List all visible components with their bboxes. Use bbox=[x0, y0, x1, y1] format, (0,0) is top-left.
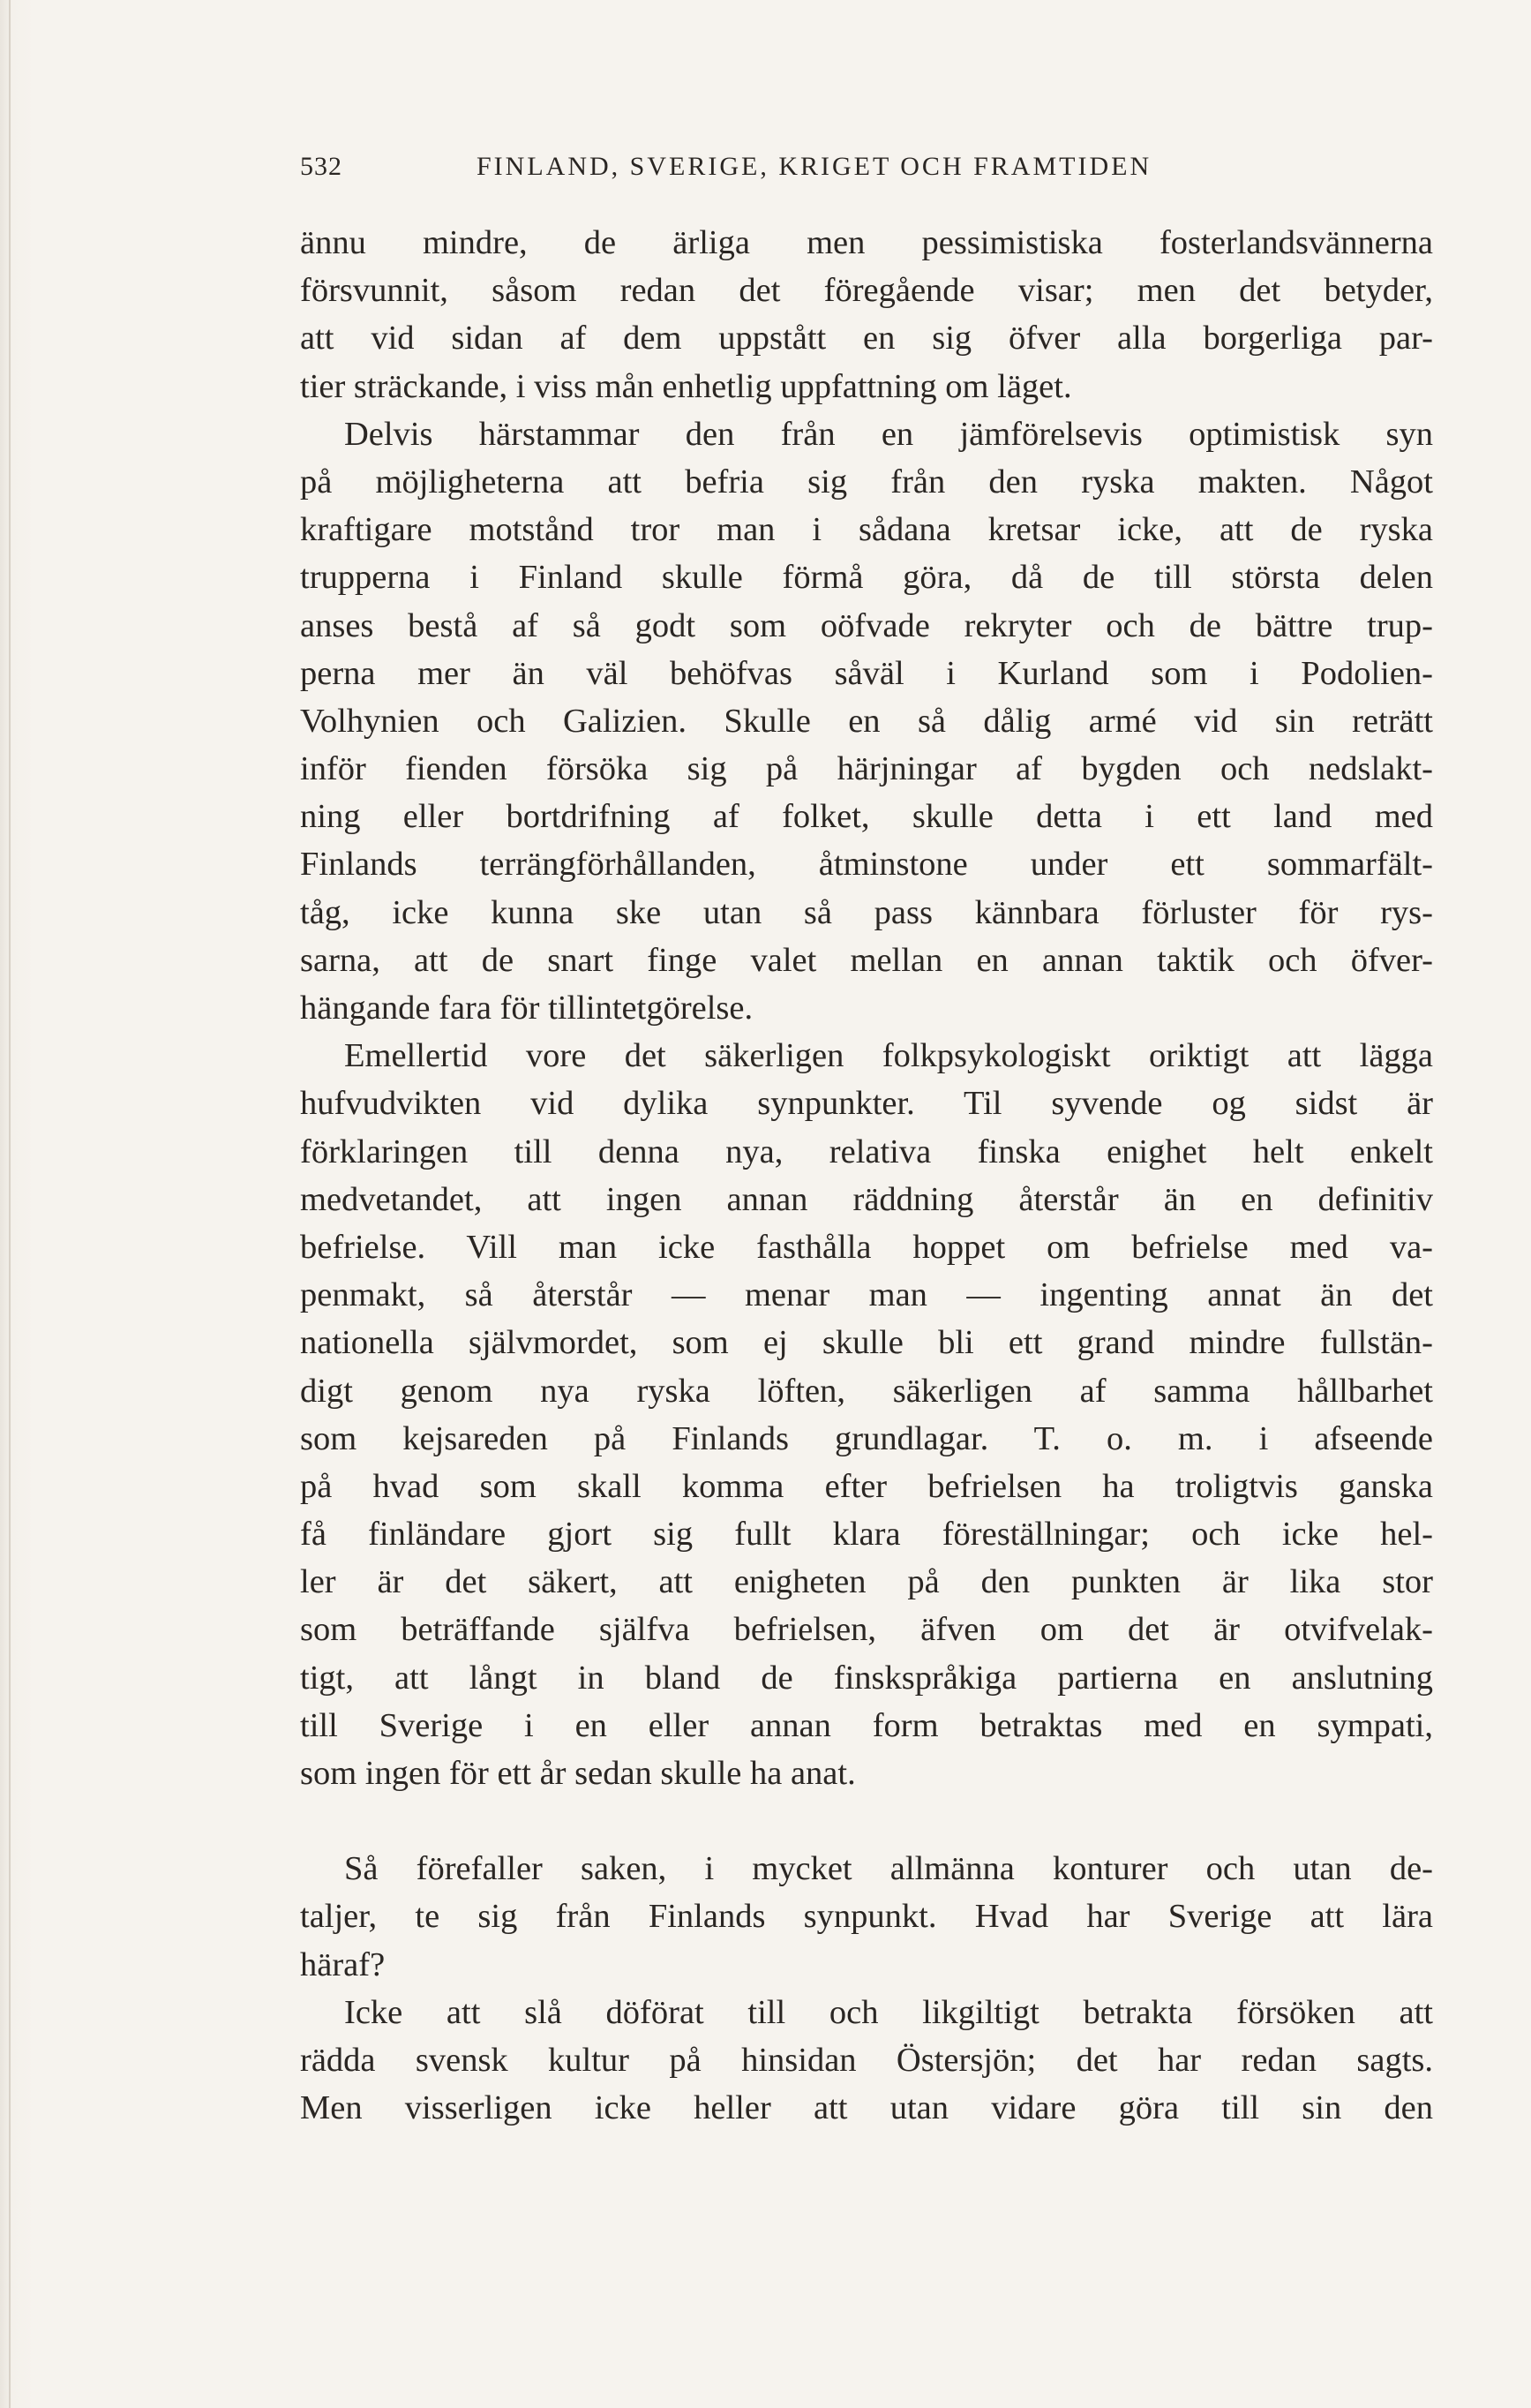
text-line: tier sträckande, i viss mån enhetlig uppfattning om läget. bbox=[300, 367, 1072, 405]
text-line: hufvudvikten vid dylika synpunkter. Til syvende og sidst är bbox=[300, 1085, 1433, 1123]
text-line: nationella självmordet, som ej skulle bli ett grand mindre fullstän- bbox=[300, 1324, 1433, 1362]
page-edge bbox=[9, 0, 11, 2408]
text-line: Emellertid vore det säkerligen folkpsykologiskt oriktigt att lägga bbox=[344, 1037, 1433, 1075]
text-line: ännu mindre, de ärliga men pessimistiska fosterlandsvännerna bbox=[300, 224, 1433, 261]
text-line: som kejsareden på Finlands grundlagar. T. o. m. i afseende bbox=[300, 1419, 1433, 1457]
text-line: förklaringen till denna nya, relativa finska enighet helt enkelt bbox=[300, 1133, 1433, 1170]
text-line: försvunnit, såsom redan det föregående visar; men det betyder, bbox=[300, 272, 1433, 310]
text-line: Icke att slå döförat till och likgiltigt betrakta försöken att bbox=[344, 1993, 1433, 2031]
text-line: ning eller bortdrifning af folket, skulle detta i ett land med bbox=[300, 798, 1433, 836]
text-line: perna mer än väl behöfvas såväl i Kurland som i Podolien- bbox=[300, 654, 1433, 692]
text-line: få finländare gjort sig fullt klara föreställningar; och icke hel- bbox=[300, 1516, 1433, 1554]
page-number: 532 bbox=[300, 152, 342, 181]
text-line: Delvis härstammar den från en jämförelsevis optimistisk syn bbox=[344, 415, 1433, 453]
text-line: Men visserligen icke heller att utan vidare göra till sin den bbox=[300, 2089, 1433, 2127]
body-text bbox=[300, 219, 1433, 2132]
text-line: trupperna i Finland skulle förmå göra, då de till största delen bbox=[300, 559, 1433, 597]
text-line: befrielse. Vill man icke fasthålla hoppet om befrielse med va- bbox=[300, 1228, 1433, 1266]
text-line: penmakt, så återstår — menar man — ingenting annat än det bbox=[300, 1276, 1433, 1314]
section-gap bbox=[300, 1797, 1433, 1845]
running-title: FINLAND, SVERIGE, KRIGET OCH FRAMTIDEN bbox=[477, 152, 1152, 181]
text-line: anses bestå af så godt som oöfvade rekryter och de bättre trup- bbox=[300, 606, 1433, 644]
text-line: hängande fara för tillintetgörelse. bbox=[300, 990, 754, 1027]
text-line: medvetandet, att ingen annan räddning återstår än en definitiv bbox=[300, 1180, 1433, 1218]
text-line: som ingen för ett år sedan skulle ha anat. bbox=[300, 1755, 856, 1792]
text-line: inför fienden försöka sig på härjningar af bygden och nedslakt- bbox=[300, 750, 1433, 788]
text-line: tåg, icke kunna ske utan så pass kännbara förluster för rys- bbox=[300, 893, 1433, 931]
text-line: tigt, att långt in bland de finskspråkiga partierna en anslutning bbox=[300, 1659, 1433, 1697]
text-line: kraftigare motstånd tror man i sådana kretsar icke, att de ryska bbox=[300, 511, 1433, 549]
text-line: häraf? bbox=[300, 1945, 386, 1983]
text-line: som beträffande själfva befrielsen, äfven om det är otvifvelak- bbox=[300, 1611, 1433, 1649]
text-line: digt genom nya ryska löften, säkerligen af samma hållbarhet bbox=[300, 1372, 1433, 1410]
text-line: taljer, te sig från Finlands synpunkt. Hvad har Sverige att lära bbox=[300, 1898, 1433, 1936]
text-line: ler är det säkert, att enigheten på den punkten är lika stor bbox=[300, 1563, 1433, 1601]
text-line: rädda svensk kultur på hinsidan Östersjön; det har redan sagts. bbox=[300, 2041, 1433, 2079]
text-line: på möjligheterna att befria sig från den ryska makten. Något bbox=[300, 463, 1433, 500]
text-line: Volhynien och Galizien. Skulle en så dålig armé vid sin reträtt bbox=[300, 702, 1433, 740]
text-line: till Sverige i en eller annan form betraktas med en sympati, bbox=[300, 1706, 1433, 1744]
text-line: på hvad som skall komma efter befrielsen ha troligtvis ganska bbox=[300, 1467, 1433, 1505]
text-line: Så förefaller saken, i mycket allmänna konturer och utan de- bbox=[344, 1850, 1433, 1888]
page-header bbox=[300, 152, 1430, 191]
text-line: att vid sidan af dem uppstått en sig öfver alla borgerliga par- bbox=[300, 320, 1433, 357]
text-line: sarna, att de snart finge valet mellan en annan taktik och öfver- bbox=[300, 941, 1433, 979]
text-line: Finlands terrängförhållanden, åtminstone under ett sommarfält- bbox=[300, 846, 1433, 884]
